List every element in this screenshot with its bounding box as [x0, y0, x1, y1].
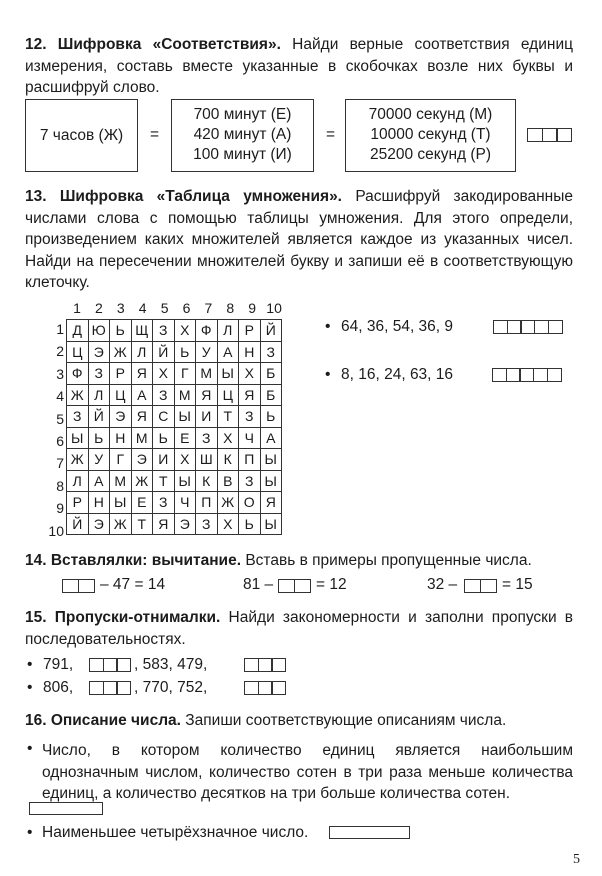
ex-2-answer-cells[interactable] — [279, 579, 311, 593]
letter-cell: Н — [110, 427, 132, 449]
column-number: 5 — [160, 300, 169, 316]
column-number: 10 — [266, 300, 282, 316]
letter-cell: Н — [239, 341, 261, 363]
letter-cell: С — [153, 406, 175, 428]
letter-cell: М — [131, 427, 153, 449]
letter-cell: Ц — [217, 384, 239, 406]
letter-cell: Г — [174, 363, 196, 385]
table-row — [67, 470, 282, 492]
letter-cell: Х — [239, 363, 261, 385]
letter-cell: Э — [88, 341, 110, 363]
letter-cell: Х — [153, 363, 175, 385]
column-number: 2 — [94, 300, 103, 316]
example-3-right: = 15 — [502, 576, 533, 593]
letter-cell: У — [88, 449, 110, 471]
letter-cell: З — [196, 513, 218, 535]
seconds-option-1: 70000 секунд (М) — [368, 106, 493, 123]
letter-cell: Е — [174, 427, 196, 449]
task-15-title: 15. Пропуски-отнималки. — [25, 609, 221, 626]
letter-cell: Ч — [239, 427, 261, 449]
code-1-answer-cells[interactable] — [494, 320, 563, 334]
task-13-instructions: Расшифруй закодированные числами слова с помощью таблицы умножения. Для этого определи, произведением каких множителей является каждое из указанных чисел. Найди на пересечении множителей букву и запиши её в соответствующую клеточку. — [25, 188, 574, 291]
letter-cell: З — [153, 384, 175, 406]
letter-cell: З — [196, 427, 218, 449]
minutes-option-3: 100 минут (И) — [193, 146, 292, 163]
letter-cell: З — [239, 406, 261, 428]
letter-cell: Й — [153, 341, 175, 363]
letter-cell: Л — [217, 320, 239, 342]
task-15-text — [25, 607, 573, 650]
letter-cell: Я — [131, 363, 153, 385]
letter-cell: Ц — [110, 384, 132, 406]
letter-cell: Ч — [174, 492, 196, 514]
table-row — [67, 384, 282, 406]
letter-cell: Я — [131, 406, 153, 428]
bullet: • — [27, 679, 33, 696]
table-row — [67, 341, 282, 363]
column-number: 7 — [204, 300, 213, 316]
column-number: 6 — [182, 300, 191, 316]
table-row — [67, 513, 282, 535]
letter-cell: Й — [88, 406, 110, 428]
letter-cell: А — [131, 384, 153, 406]
task-14-instructions: Вставь в примеры пропущенные числа. — [245, 552, 532, 569]
row-number: 1 — [56, 321, 64, 337]
letter-cell: З — [260, 341, 282, 363]
letter-cell: Б — [260, 363, 282, 385]
letter-cell: Ж — [110, 513, 132, 535]
task-16-text — [25, 710, 573, 732]
task-13-title: 13. Шифровка «Таблица умножения». — [25, 188, 342, 205]
letter-cell: Щ — [131, 320, 153, 342]
letter-cell: Ш — [196, 449, 218, 471]
letter-cell: Ц — [67, 341, 89, 363]
task-12-answer-cells[interactable] — [528, 128, 572, 142]
letter-cell: Т — [131, 513, 153, 535]
letter-cell: А — [260, 427, 282, 449]
ex-3-answer-cells[interactable] — [465, 579, 497, 593]
letter-cell: Р — [110, 363, 132, 385]
letter-cell: Ы — [217, 363, 239, 385]
seq-1-gap-2-cells[interactable] — [245, 658, 286, 672]
task-12-instructions: Найди верные соответствия единиц измерения, составь вместе указанные в скобочках возле них буквы и расшифруй слово. — [25, 36, 573, 96]
letter-cell: Ь — [174, 341, 196, 363]
sequence-1-middle: , 583, 479, — [134, 656, 208, 673]
task-16-instructions: Запиши соответствующие описаниям числа. — [185, 712, 507, 729]
letter-cell: Я — [239, 384, 261, 406]
bullet: • — [325, 366, 331, 383]
letter-cell: Ы — [260, 470, 282, 492]
bullet: • — [325, 318, 331, 335]
letter-cell: Х — [174, 320, 196, 342]
column-number: 4 — [138, 300, 147, 316]
letter-cell: Д — [67, 320, 89, 342]
example-2-left: 81 – — [243, 576, 274, 593]
letter-cell: Э — [131, 449, 153, 471]
letter-cell: Ж — [110, 341, 132, 363]
task-12-left-value: 7 часов (Ж) — [39, 127, 124, 144]
letter-cell: Й — [67, 513, 89, 535]
letter-cell: М — [174, 384, 196, 406]
letter-cell: З — [239, 470, 261, 492]
letter-cell: Э — [110, 406, 132, 428]
letter-cell: Е — [131, 492, 153, 514]
letter-cell: Э — [174, 513, 196, 535]
letter-cell: К — [196, 470, 218, 492]
task-12-right-box — [345, 99, 516, 172]
row-number: 7 — [56, 455, 64, 472]
example-2-right: = 12 — [316, 576, 347, 593]
letter-cell: Т — [217, 406, 239, 428]
row-number: 10 — [48, 522, 64, 539]
seconds-option-2: 10000 секунд (Т) — [370, 126, 491, 143]
row-number: 3 — [56, 365, 64, 382]
minutes-option-2: 420 минут (А) — [193, 126, 292, 143]
multiplication-letter-table — [66, 319, 282, 535]
letter-cell: Б — [260, 384, 282, 406]
letter-cell: Ж — [217, 492, 239, 514]
task-12-middle-box — [171, 99, 314, 172]
letter-cell: Ю — [88, 320, 110, 342]
letter-cell: А — [217, 341, 239, 363]
code-numbers-1: 64, 36, 54, 36, 9 — [341, 318, 454, 335]
table-row — [67, 492, 282, 514]
sequence-2-start: 806, — [43, 679, 74, 696]
column-number: 3 — [116, 300, 125, 316]
letter-cell: И — [196, 406, 218, 428]
minutes-option-1: 700 минут (Е) — [193, 106, 292, 123]
row-number: 2 — [56, 343, 64, 360]
letter-cell: Ж — [131, 470, 153, 492]
bullet: • — [27, 740, 33, 757]
letter-cell: Л — [131, 341, 153, 363]
task-16-item-2: Наименьшее четырёхзначное число. — [42, 824, 309, 841]
seq-2-gap-1-cells[interactable] — [90, 681, 131, 695]
row-number: 8 — [56, 477, 64, 494]
task-16-item-1: Число, в котором количество единиц является наибольшим однозначным числом, количество сотен в три раза меньше количества единиц, а количество десятков на три больше количества сотен. — [42, 742, 573, 802]
task-14-text — [25, 550, 573, 572]
letter-cell: Р — [239, 320, 261, 342]
sequence-2-middle: , 770, 752, — [134, 679, 208, 696]
letter-cell: Ы — [260, 449, 282, 471]
task-15-instructions: Найди закономерности и заполни пропуски в последовательностях. — [25, 609, 574, 648]
letter-cell: Ы — [260, 513, 282, 535]
task-12-left-box — [25, 99, 138, 172]
letter-cell: Ь — [239, 513, 261, 535]
letter-cell: Р — [67, 492, 89, 514]
letter-cell: О — [239, 492, 261, 514]
letter-cell: М — [196, 363, 218, 385]
letter-cell: Т — [153, 470, 175, 492]
row-number: 9 — [56, 500, 64, 517]
row-number: 5 — [56, 410, 64, 427]
letter-cell: Ы — [67, 427, 89, 449]
letter-cell: З — [153, 492, 175, 514]
table-row — [67, 449, 282, 471]
column-number: 8 — [226, 300, 235, 316]
letter-cell: Ь — [88, 427, 110, 449]
letter-cell: Л — [88, 384, 110, 406]
task-16-title: 16. Описание числа. — [25, 712, 181, 729]
column-number: 9 — [248, 300, 257, 316]
table-row — [67, 320, 282, 342]
letter-cell: Ж — [67, 449, 89, 471]
letter-cell: Ь — [260, 406, 282, 428]
equals-sign-1: = — [150, 126, 160, 143]
letter-cell: У — [196, 341, 218, 363]
letter-cell: Й — [260, 320, 282, 342]
letter-cell: Ы — [174, 470, 196, 492]
task-12-text — [25, 34, 573, 99]
letter-cell: П — [196, 492, 218, 514]
letter-cell: Я — [260, 492, 282, 514]
letter-cell: Х — [174, 449, 196, 471]
letter-cell: Ж — [67, 384, 89, 406]
task-13-text — [25, 186, 573, 294]
letter-cell: Э — [88, 513, 110, 535]
letter-cell: З — [67, 406, 89, 428]
item-2-answer-box[interactable] — [329, 826, 410, 839]
letter-cell: М — [110, 470, 132, 492]
column-number: 1 — [73, 300, 81, 316]
example-1: – 47 = 14 — [100, 576, 166, 593]
letter-cell: Л — [67, 470, 89, 492]
letter-cell: Ы — [174, 406, 196, 428]
task-12-title: 12. Шифровка «Соответствия». — [25, 36, 281, 53]
seq-1-gap-1-cells[interactable] — [90, 658, 131, 672]
sequence-1-start: 791, — [43, 656, 74, 673]
seq-2-gap-2-cells[interactable] — [245, 681, 286, 695]
row-number: 4 — [56, 388, 64, 405]
page-number: 5 — [573, 852, 580, 867]
letter-cell: К — [217, 449, 239, 471]
bullet: • — [27, 824, 33, 841]
code-numbers-2: 8, 16, 24, 63, 16 — [341, 366, 454, 383]
equals-sign-2: = — [326, 126, 336, 143]
item-1-answer-box[interactable] — [29, 802, 103, 815]
letter-cell: З — [88, 363, 110, 385]
ex-1-answer-cells[interactable] — [63, 579, 95, 593]
code-2-answer-cells[interactable] — [493, 368, 562, 382]
letter-cell: Я — [153, 513, 175, 535]
letter-cell: Я — [196, 384, 218, 406]
letter-cell: Х — [217, 513, 239, 535]
letter-cell: Н — [88, 492, 110, 514]
letter-cell: Ь — [153, 427, 175, 449]
letter-cell: Ь — [110, 320, 132, 342]
table-row — [67, 406, 282, 428]
bullet: • — [27, 656, 33, 673]
letter-cell: Г — [110, 449, 132, 471]
letter-cell: И — [153, 449, 175, 471]
letter-cell: В — [217, 470, 239, 492]
table-row — [67, 363, 282, 385]
table-row — [67, 427, 282, 449]
seconds-option-3: 25200 секунд (Р) — [369, 146, 492, 163]
task-14-title: 14. Вставлялки: вычитание. — [25, 552, 242, 569]
row-number: 6 — [56, 433, 64, 449]
letter-cell: А — [88, 470, 110, 492]
letter-cell: Ы — [110, 492, 132, 514]
letter-cell: Ф — [67, 363, 89, 385]
letter-cell: П — [239, 449, 261, 471]
example-3-left: 32 – — [427, 576, 458, 593]
letter-cell: Х — [217, 427, 239, 449]
letter-cell: Ф — [196, 320, 218, 342]
letter-cell: З — [153, 320, 175, 342]
